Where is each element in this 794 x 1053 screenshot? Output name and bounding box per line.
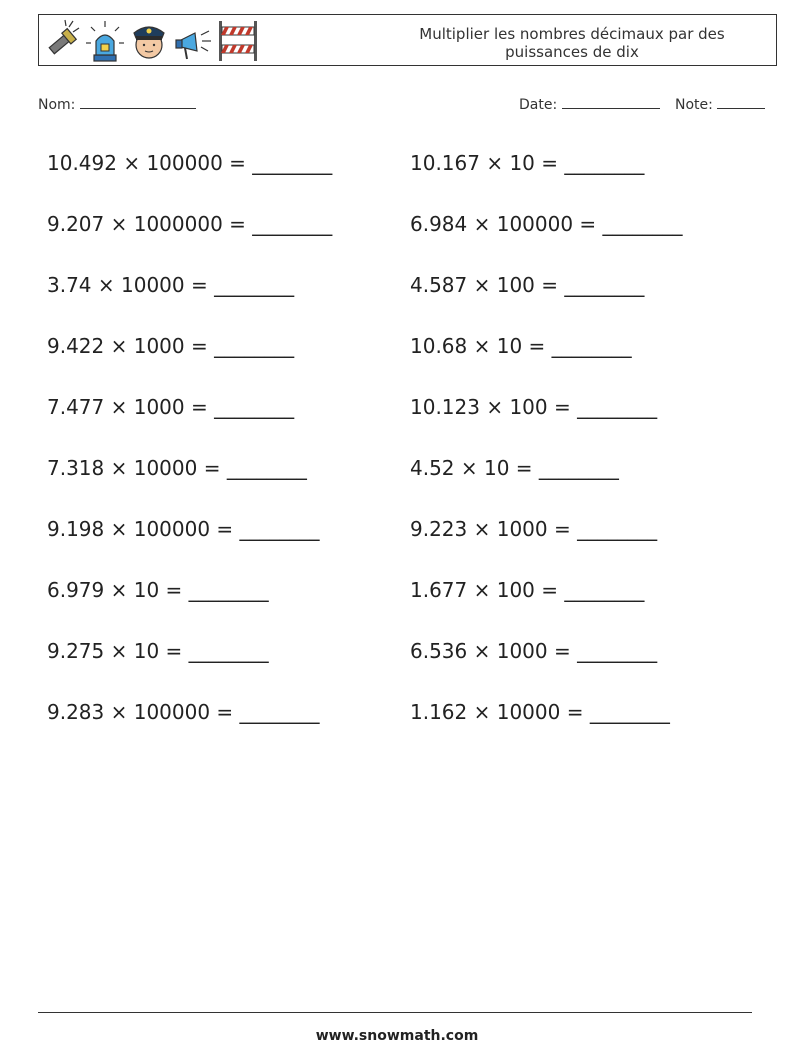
header-icons	[41, 18, 259, 64]
date-label: Date:	[519, 97, 558, 113]
problem-1: 10.492 × 100000 = ________	[47, 151, 333, 175]
name-label: Nom:	[38, 97, 76, 113]
problem-18: 6.536 × 1000 = ________	[410, 639, 658, 663]
megaphone-icon	[173, 19, 213, 63]
flashlight-icon	[41, 19, 81, 63]
problem-7: 9.422 × 1000 = ________	[47, 334, 295, 358]
problem-10: 10.123 × 100 = ________	[410, 395, 658, 419]
police-officer-icon	[129, 19, 169, 63]
date-line	[562, 94, 660, 109]
problem-2: 10.167 × 10 = ________	[410, 151, 645, 175]
footer-website: www.snowmath.com	[315, 1028, 479, 1044]
problem-17: 9.275 × 10 = ________	[47, 639, 269, 663]
problem-8: 10.68 × 10 = ________	[410, 334, 632, 358]
note-label: Note:	[675, 97, 713, 113]
siren-light-icon	[85, 19, 125, 63]
problem-13: 9.198 × 100000 = ________	[47, 517, 320, 541]
problem-12: 4.52 × 10 = ________	[410, 456, 619, 480]
date-field	[519, 94, 660, 113]
note-field	[675, 94, 765, 113]
problem-5: 3.74 × 10000 = ________	[47, 273, 295, 297]
barrier-icon	[217, 19, 259, 63]
problem-15: 6.979 × 10 = ________	[47, 578, 269, 602]
problem-20: 1.162 × 10000 = ________	[410, 700, 670, 724]
problem-14: 9.223 × 1000 = ________	[410, 517, 658, 541]
name-field	[38, 94, 196, 113]
problem-3: 9.207 × 1000000 = ________	[47, 212, 333, 236]
footer-divider	[38, 1012, 752, 1013]
problem-9: 7.477 × 1000 = ________	[47, 395, 295, 419]
problem-19: 9.283 × 100000 = ________	[47, 700, 320, 724]
problem-11: 7.318 × 10000 = ________	[47, 456, 307, 480]
problem-4: 6.984 × 100000 = ________	[410, 212, 683, 236]
note-line	[717, 94, 765, 109]
worksheet-header	[38, 14, 777, 66]
worksheet-title: Multiplier les nombres décimaux par des puissances de dix	[419, 25, 725, 61]
name-line	[80, 94, 196, 109]
problem-16: 1.677 × 100 = ________	[410, 578, 645, 602]
problem-6: 4.587 × 100 = ________	[410, 273, 645, 297]
